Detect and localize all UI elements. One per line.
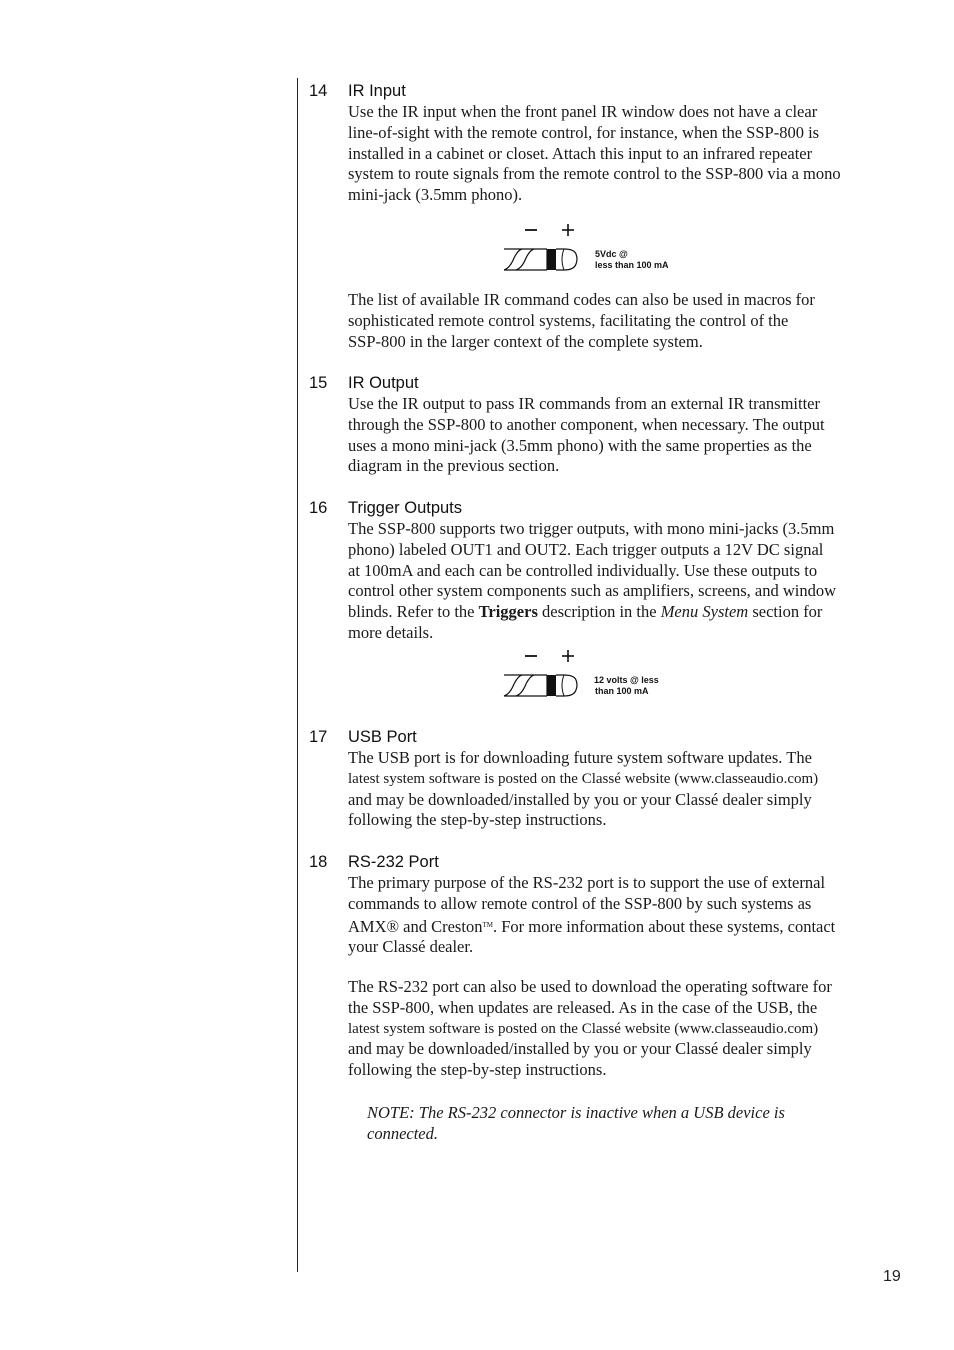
text-line: The list of available IR command codes can also be used in macros for xyxy=(348,290,815,309)
text-run: blinds. Refer to the xyxy=(348,602,479,622)
section-title: IR Input xyxy=(348,82,406,100)
diagram-label-line: less than 100 mA xyxy=(595,260,669,270)
text-line: at 100mA and each can be controlled individually. Use these outputs to xyxy=(348,560,818,580)
section-number: 17 xyxy=(309,728,328,746)
text-line: following the step-by-step instructions. xyxy=(348,1060,607,1080)
text-line: phono) labeled OUT1 and OUT2. Each trigger outputs a 12V DC signal xyxy=(348,539,824,559)
diagram-label xyxy=(595,249,669,271)
text-line: mini-jack (3.5mm phono). xyxy=(348,185,523,205)
text-line: latest system software is posted on the Classé website (www.classeaudio.com) xyxy=(348,770,819,787)
paragraph xyxy=(348,394,869,477)
text-line: SSP-800 in the larger context of the complete system. xyxy=(348,331,703,351)
text-line: Use the IR input when the front panel IR window does not have a clear xyxy=(348,102,818,121)
text-line: The primary purpose of the RS-232 port is to support the use of external xyxy=(348,873,826,892)
paragraph xyxy=(348,873,869,958)
section-number: 18 xyxy=(309,853,328,871)
text-line: through the SSP-800 to another component, when necessary. The output xyxy=(348,414,825,434)
text-line: your Classé dealer. xyxy=(348,937,474,957)
section-title: Trigger Outputs xyxy=(348,499,463,517)
trigger-jack-diagram xyxy=(500,645,700,705)
note xyxy=(367,1102,785,1144)
text-line: control other system components such as amplifiers, screens, and window xyxy=(348,581,837,601)
menu-system-term: Menu System xyxy=(660,602,749,622)
paragraph xyxy=(348,290,869,352)
paragraph xyxy=(348,977,869,1081)
text-line: Use the IR output to pass IR commands from an external IR transmitter xyxy=(348,394,820,413)
text-line: diagram in the previous section. xyxy=(348,456,560,476)
note-line: connected. xyxy=(367,1124,439,1143)
section-title: RS-232 Port xyxy=(348,853,439,871)
diagram-label xyxy=(594,675,659,697)
section-heading xyxy=(309,726,869,748)
text-line: The SSP-800 supports two trigger outputs, with mono mini-jacks (3.5mm xyxy=(348,519,835,538)
section-heading xyxy=(309,372,869,394)
section-title: IR Output xyxy=(348,374,419,392)
section-trigger-outputs xyxy=(309,497,869,644)
text-line: the SSP-800, when updates are released. As in the case of the USB, the xyxy=(348,997,818,1017)
text-run: description in the xyxy=(537,602,661,622)
text-run: AMX® and Creston xyxy=(348,916,483,936)
diagram-label-line: 12 volts @ less xyxy=(594,675,659,685)
section-ir-output xyxy=(309,372,869,477)
section-heading xyxy=(309,497,869,519)
text-line: The USB port is for downloading future system software updates. The xyxy=(348,748,812,767)
text-line xyxy=(348,602,869,623)
text-run: . For more information about these systems, contact xyxy=(492,916,836,936)
mini-jack-diagram xyxy=(500,218,700,278)
text-line: and may be downloaded/installed by you or your Classé dealer simply xyxy=(348,1039,812,1059)
paragraph xyxy=(348,519,869,644)
text-run: section for xyxy=(748,602,823,622)
paragraph xyxy=(348,748,869,831)
diagram-label-line: than 100 mA xyxy=(595,686,649,696)
text-line: and may be downloaded/installed by you or your Classé dealer simply xyxy=(348,789,812,809)
section-ir-input xyxy=(309,80,869,206)
section-number: 16 xyxy=(309,499,328,517)
section-heading xyxy=(309,851,869,873)
section-ir-input-cont xyxy=(309,290,869,352)
text-line: sophisticated remote control systems, facilitating the control of the xyxy=(348,310,789,330)
paragraph xyxy=(348,102,869,206)
diagram-label-line: 5Vdc @ xyxy=(595,249,628,259)
note-line: NOTE: The RS-232 connector is inactive when a USB device is xyxy=(367,1103,785,1122)
text-line xyxy=(348,915,869,938)
text-line: line-of-sight with the remote control, for instance, when the SSP-800 is xyxy=(348,122,820,142)
section-number: 14 xyxy=(309,82,328,100)
section-usb-port xyxy=(309,726,869,831)
section-rs232-port xyxy=(309,851,869,958)
trademark-mark: TM xyxy=(482,920,493,929)
section-title: USB Port xyxy=(348,728,417,746)
text-line: installed in a cabinet or closet. Attach this input to an infrared repeater xyxy=(348,143,813,163)
section-number: 15 xyxy=(309,374,328,392)
text-line: latest system software is posted on the Classé website (www.classeaudio.com) xyxy=(348,1020,819,1037)
text-line: The RS-232 port can also be used to download the operating software for xyxy=(348,977,832,996)
text-line: more details. xyxy=(348,622,434,642)
text-line: uses a mono mini-jack (3.5mm phono) with the same properties as the xyxy=(348,435,812,455)
text-line: following the step-by-step instructions. xyxy=(348,810,607,830)
section-heading xyxy=(309,80,869,102)
page-number: 19 xyxy=(883,1268,901,1285)
text-line: system to route signals from the remote control to the SSP-800 via a mono xyxy=(348,164,841,184)
text-line: commands to allow remote control of the SSP-800 by such systems as xyxy=(348,893,812,913)
margin-rule xyxy=(297,78,298,1272)
section-rs232-port-cont xyxy=(309,977,869,1081)
triggers-term: Triggers xyxy=(478,602,538,622)
